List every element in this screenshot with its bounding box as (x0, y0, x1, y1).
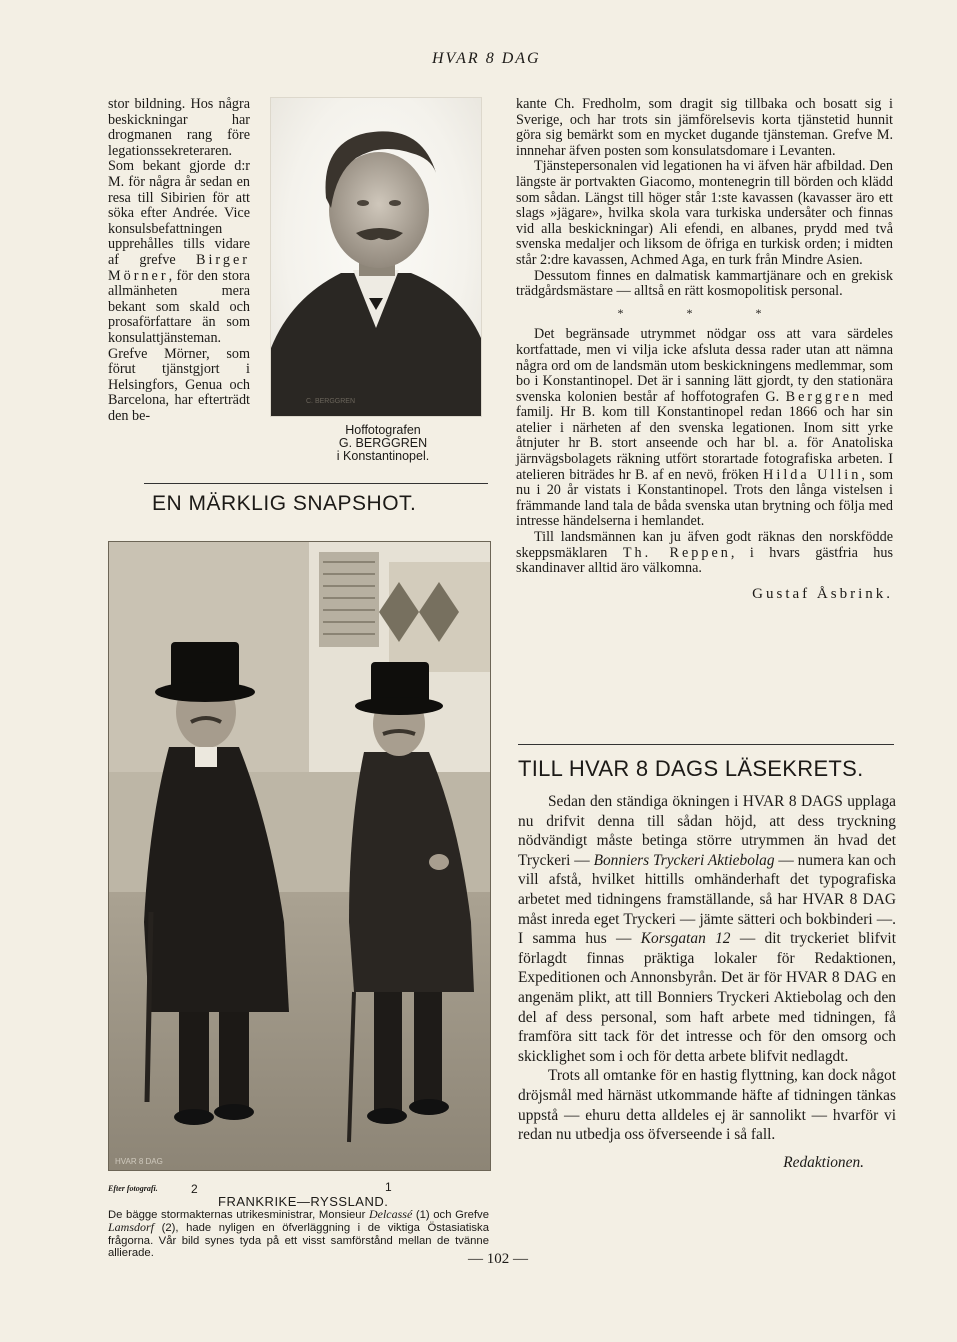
right-paragraph-2: Tjänstepersonalen vid legationen ha vi äfven här afbildad. Den längste är portvakten Giacomo, montenegrin till börden och klädd som sådan. Längst till höger står 1:ste kavassen (kavasser äro ett slags »jägare», hvilka skola vara turkiska undersåter och finnas vid alla beskickningar) Ali efendi, en albanes, prydd med två svenska medaljer och liksom de öfriga en turkisk orden; i midten står 2:dre kavassen, Achmed Aga, en turk från Mindre Asien. (516, 158, 893, 268)
svg-text:HVAR 8 DAG: HVAR 8 DAG (115, 1157, 163, 1166)
page-number: — 102 — (468, 1251, 528, 1267)
caption-text: (1) och Grefve (412, 1209, 489, 1221)
svg-text:C. BERGGREN: C. BERGGREN (306, 398, 356, 405)
left-paragraph-1: stor bildning. Hos några beskickningar har drogmanen rang före legationssekreteraren. Som bekant gjorde d:r M. för några år sedan en resa till Sibirien för att söka efter Andrée. Vice konsulsbefattningen upprehålles tills vidare af grefve Birger Mörner, för den stora allmänheten mera bekant som skald och prosaförfattare än som konsulattjänsteman. (108, 96, 250, 346)
caption-name-lamsdorf: Lamsdorf (108, 1220, 155, 1235)
running-title: HVAR 8 DAG (432, 50, 541, 67)
right-paragraph-1: kante Ch. Fredholm, som dragit sig tillbaka och bosatt sig i Sverige, och har trots sin jämförelsevis korta tjänstetid hunnit göra sig bemärkt som en mycket dugande tjänsteman. Grefve M. innnehar äfven posten som konsulatsdomare i Levanten. (516, 96, 893, 159)
portrait-caption-line-1: Hoffotografen (345, 423, 421, 437)
portrait-caption-line-3: i Konstantinopel. (336, 449, 430, 463)
section-stars: * * * (617, 305, 792, 320)
photo-caption (108, 1208, 489, 1259)
photo-credit: Efter fotografi. (108, 1184, 158, 1193)
caption-text: (2), hade nyligen en öfverläggning i de viktiga Östasiatiska frågorna. Vår bild synes tyda på ett visst samförstånd mellan de tvänne allierade. (108, 1222, 489, 1259)
notice-paragraph-2: Trots all omtanke för en hastig flyttning, kan dock något dröjsmål med härnäst utkommande häfte af tidningen tänkas uppstå — ehuru detta alldeles ej är sannolikt — hvarför vi redan nu utbedja oss öfverseende i så fall. (518, 1067, 896, 1144)
snapshot-photo (108, 541, 491, 1171)
portrait-caption-line-2: G. BERGGREN (338, 436, 428, 450)
editorial-signoff: Redaktionen. (783, 1153, 864, 1171)
right-paragraph-4: Det begränsade utrymmet nödgar oss att vara särdeles kortfattade, men vi vilja icke afsluta dessa rader utan att nämna några ord om de landsmän utom beskickningens medlemmar, som bo i Konstantinopel. Det är i sanning lätt gjordt, ty den stationära svenska kolonien består af hoffotografen G. Berggren med familj. Hr B. kom till Konstantinopel redan 1866 och har sin atelier i närheten af den svenska legationen. Inom sitt yrke åtnjuter hr B. stort anseende och har bl. a. för Anatoliska järnvägsbolagets räkning utfört storartade fotografiska arbeten. I atelieren biträdes hr B. af en nevö, fröken Hilda Ullin, som nu i 20 år vistats i Konstantinopel. Trots den långa vistelsen i främmande land tala de båda svenska utan brytning och följa med intresse händelserna i hemlandet. (516, 326, 894, 530)
caption-text: De bägge stormakternas utrikesministrar, Monsieur (108, 1209, 369, 1221)
author-signature: Gustaf Åsbrink. (752, 585, 893, 602)
portrait-caption (318, 424, 448, 463)
right-paragraph-3: Dessutom finnes en dalmatisk kammartjänare och en grekisk trädgårdsmästare — alltså en rätt kosmopolitisk personal. (516, 267, 893, 300)
photo-title: FRANKRIKE—RYSSLAND. (218, 1194, 389, 1209)
notice-title: TILL HVAR 8 DAGS LÄSEKRETS. (518, 756, 864, 781)
divider-rule (144, 483, 488, 484)
snapshot-illustration (109, 542, 490, 1170)
right-column-text (516, 97, 893, 602)
left-paragraph-2: Grefve Mörner, som förut tjänstgjort i Helsingfors, Genua och Barcelona, har efterträdt den be- (108, 345, 250, 424)
divider-rule (518, 744, 894, 745)
left-column-text (108, 97, 250, 424)
portrait-photo (270, 97, 482, 417)
figure-number-1: 1 (385, 1180, 392, 1194)
notice-paragraph-1: Sedan den ständiga ökningen i HVAR 8 DAGS upplaga nu drifvit denna till sådan höjd, att dess tryckning nödvändigt måste betinga större utrymmen än hvad det Tryckeri — Bonniers Tryckeri Aktiebolag — numera kan och vill afstå, hvilket hittills omhänderhaft det typografiska arbetet med tidningens framställande, så har HVAR 8 DAG måst inreda eget Tryckeri — jämte sätteri och bokbinderi —. I samma hus — Korsgatan 12 — dit tryckeriet blifvit förlagdt finnas präktiga lokaler för Redaktionen, Expeditionen och Annonsbyrån. Det är för HVAR 8 DAG en angenäm plikt, att till Bonniers Tryckeri Aktiebolag och den del af dess personal, som haft arbete med tidningen, få framföra sitt tack för det intresse och för den omsorg och skicklighet som i och för detta arbete blifvit nedlagdt. (518, 793, 896, 1065)
snapshot-title: EN MÄRKLIG SNAPSHOT. (152, 492, 417, 515)
notice-body (518, 792, 896, 1172)
portrait-illustration (271, 98, 481, 416)
figure-number-2: 2 (191, 1182, 198, 1196)
right-paragraph-5: Till landsmännen kan ju äfven godt räknas den norskfödde skeppsmäklaren Th. Reppen, i hvars gästfria hus skandinaver alltid äro välkomna. (516, 529, 893, 577)
caption-name-delcasse: Delcassé (368, 1207, 413, 1221)
